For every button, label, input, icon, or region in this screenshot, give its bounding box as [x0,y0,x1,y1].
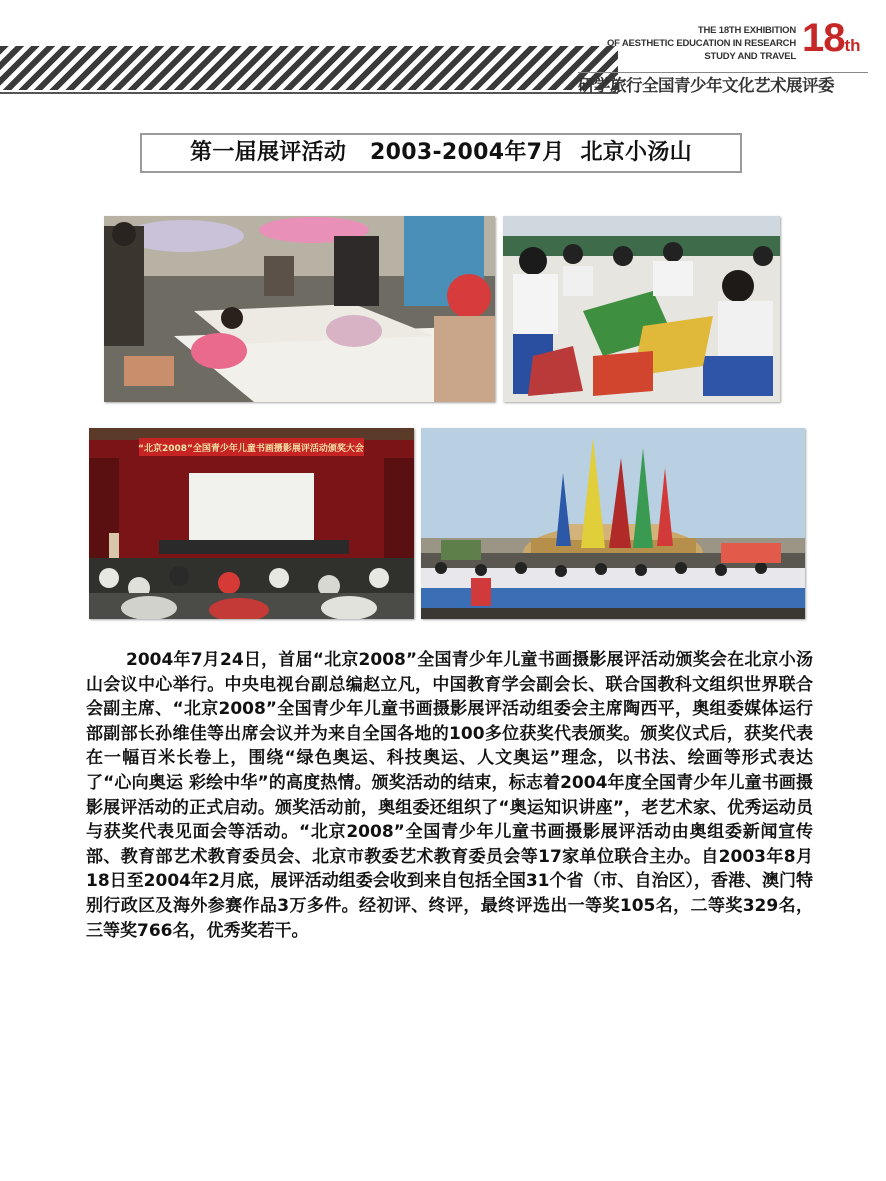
header-hatch-band [0,46,618,90]
photo-award-ceremony-stage [89,428,414,619]
photo-children-painting-scroll [104,216,495,402]
header-chinese-title: 研学旅行全国青少年文化艺术展评委 [578,72,868,99]
header-en-line-1: THE 18TH EXHIBITION [697,25,796,36]
edition-suffix: th [844,36,861,55]
edition-logo [802,18,861,58]
header-en-line-3: STUDY AND TRAVEL [704,51,796,62]
page-title [140,133,742,173]
ceremony-image [89,428,414,619]
photo-students-with-artwork [503,216,780,402]
article-paragraph: 2004年7月24日，首届“北京2008”全国青少年儿童书画摄影展评活动颁奖会在北京小汤山会议中心举行。中央电视台副总编赵立凡，中国教育学会副会长、联合国教科文组织世界联合会副主席、“北京2008”全国青少年儿童书画摄影展评活动组委会主席陶西平，奥组委媒体运行部副部长孙维佳等出席会议并为来自全国各地的100多位获奖代表颁奖。颁奖仪式后，获奖代表在一幅百米长卷上，围绕“绿色奥运、科技奥运、人文奥运”理念，以书法、绘画等形式表达了“心向奥运 彩绘中华”的高度热情。颁奖活动的结束，标志着2004年度全国青少年儿童书画摄影展评活动的正式启动。颁奖活动前，奥组委还组织了“奥运知识讲座”，老艺术家、优秀运动员与获奖代表见面会等活动。“北京2008”全国青少年儿童书画摄影展评活动由奥组委新闻宣传部、教育部艺术教育委员会、北京市教委艺术教育委员会等17家单位联合主办。自2003年8月18日至2004年2月底，展评活动组委会收到来自包括全国31个省（市、自治区），香港、澳门特别行政区及海外参赛作品3万多件。经初评、终评，最终评选出一等奖105名，二等奖329名，三等奖766名，优秀奖若干。 [86,650,813,941]
monument-image [421,428,805,619]
photo-outdoor-monument-gathering [421,428,805,619]
students-artwork-image [503,216,780,402]
children-painting-image [104,216,495,402]
header-divider [0,92,618,94]
header-english-caption [556,24,796,63]
ceremony-banner-text: “北京2008”全国青少年儿童书画摄影展评活动颁奖大会 [138,444,364,454]
header-en-line-2: OF AESTHETIC EDUCATION IN RESEARCH [606,38,796,49]
edition-number: 18 [802,16,845,60]
page-title-text: 第一届展评活动 2003-2004年7月 北京小汤山 [190,140,692,165]
article-body [86,648,813,943]
